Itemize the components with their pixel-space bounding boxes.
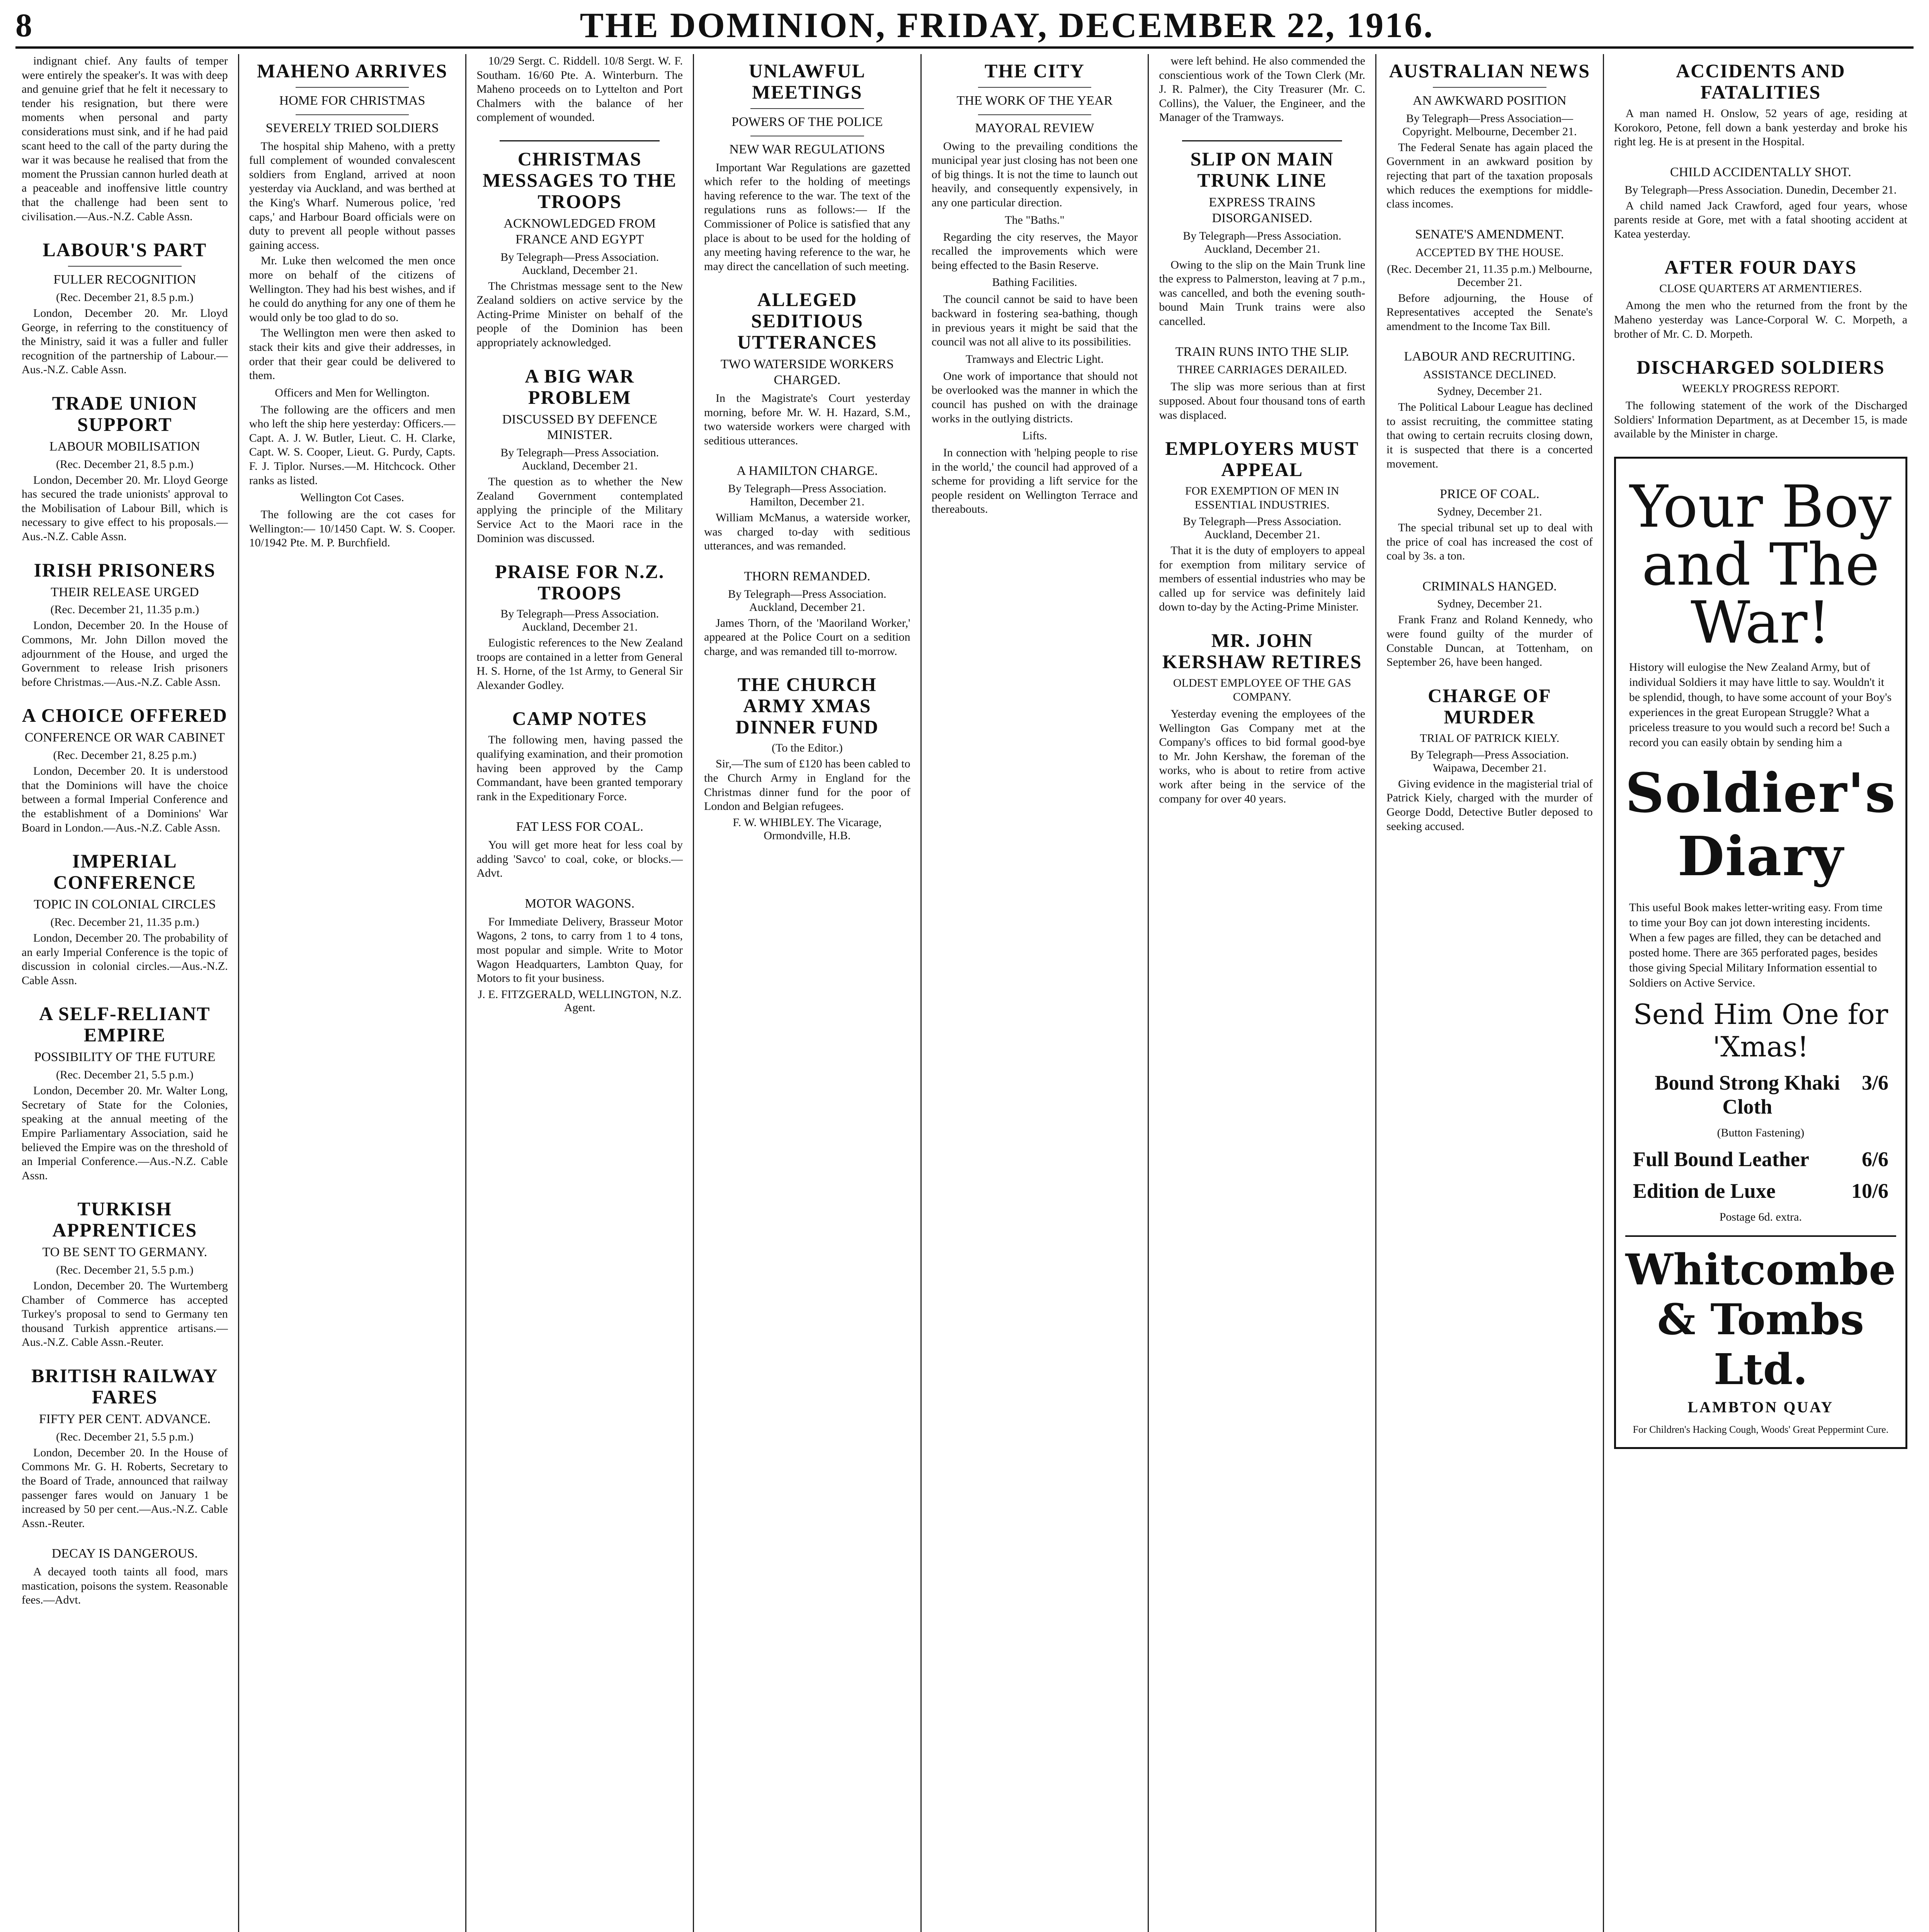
article-body: The slip was more serious than at first supposed. About four thousand tons of earth was displaced. — [1159, 380, 1366, 422]
subheadline: OLDEST EMPLOYEE OF THE GAS COMPANY. — [1173, 677, 1351, 704]
headline: LABOUR AND RECRUITING. — [1404, 349, 1575, 364]
headline: THORN REMANDED. — [744, 569, 871, 583]
section-heading: Officers and Men for Wellington. — [275, 386, 430, 399]
article-body: Regarding the city reserves, the Mayor recalled the improvements which were being effected to the Basin Reserve. — [931, 230, 1138, 272]
subheadline: ASSISTANCE DECLINED. — [1423, 368, 1556, 381]
divider — [296, 114, 409, 115]
divider — [978, 87, 1092, 88]
article-body: The following men, having passed the qualifying examination, and their promotion having been approved by the Camp Commandant, have been granted temporary rank in the Expeditionary Force. — [476, 733, 683, 803]
divider — [1182, 140, 1342, 141]
subheadline: POWERS OF THE POLICE — [731, 115, 883, 129]
article-body: Important War Regulations are gazetted which refer to the holding of meetings having reference to the war. The text of the regulations runs as follows:— If the Commissioner of Police is satisfied that any place is about to be used for the holding of any meeting having reference to the war, he may direct the cancellation of such meeting. — [704, 161, 910, 273]
article-slip-main-trunk — [1159, 148, 1365, 329]
article-christmas-messages — [476, 148, 683, 350]
article-body: A child named Jack Crawford, aged four years, whose parents reside at Gore, met with a fatal shooting accident at Katea yesterday. — [1614, 199, 1907, 240]
article-body: The following statement of the work of the Discharged Soldiers' Information Department, as at December 15, is made available by the Minister in charge. — [1614, 399, 1907, 440]
dateline: By Telegraph—Press Association. Dunedin, December 21. — [1625, 183, 1897, 196]
headline: MOTOR WAGONS. — [525, 896, 635, 911]
section-heading: Tramways and Electric Light. — [965, 352, 1104, 366]
signature: J. E. FITZGERALD, WELLINGTON, N.Z. Agent. — [478, 988, 682, 1014]
subheadline: FOR EXEMPTION OF MEN IN ESSENTIAL INDUSTRIES. — [1185, 485, 1339, 512]
headline: UNLAWFUL MEETINGS — [748, 60, 866, 103]
article-city-continued — [1159, 54, 1365, 125]
price-row — [1633, 1071, 1888, 1119]
dateline: Sydney, December 21. — [1437, 505, 1542, 518]
article-body: Eulogistic references to the New Zealand troops are contained in a letter from General H. S. Horne, of the 1st Army, to General Sir Alexander Godley. — [476, 636, 683, 692]
section-heading: Wellington Cot Cases. — [300, 491, 404, 504]
article-body: indignant chief. Any faults of temper were entirely the speaker's. It was with deep and genuine grief that he felt it necessary to tender his resignation, but there were moments when personal and party considerations must sink, and if he had paid scant heed to the call of the party during the war it was because he realised that from the moment the Prussian cannon hurled death at a peaceable and inoffensive little country that the challenge had been sent to civilisation.—Aus.-N.Z. Cable Assn. — [22, 54, 228, 223]
price-value: 3/6 — [1861, 1071, 1888, 1094]
dateline: By Telegraph—Press Association. Waipawa, December 21. — [1410, 748, 1569, 774]
dateline: Sydney, December 21. — [1437, 597, 1542, 611]
dateline: Sydney, December 21. — [1437, 385, 1542, 398]
dateline: By Telegraph—Press Association—Copyright. Melbourne, December 21. — [1402, 112, 1577, 138]
article-body: The hospital ship Maheno, with a pretty full complement of wounded convalescent soldiers from England, arrived at noon yesterday via Auckland, and was berthed at the King's Wharf. Numerous police, 'red caps,' and Harbour Board officials were on duty to prevent all people without passes gaining access. — [249, 139, 456, 252]
section-heading: Lifts. — [1022, 429, 1047, 442]
subheadline: WEEKLY PROGRESS REPORT. — [1682, 382, 1840, 395]
article-body: The special tribunal set up to deal with the price of coal has increased the cost of coal by 3s. a ton. — [1386, 521, 1593, 563]
article-imperial-conference — [22, 850, 228, 988]
article-labour-recruiting — [1386, 349, 1593, 471]
article-body: Owing to the prevailing conditions the municipal year just closing has not been one of big things. It is not the time to launch out heavily, and consequently expensively, in any one particular direction. — [931, 139, 1138, 209]
article-body: London, December 20. Mr. Walter Long, Secretary of State for the Colonies, speaking at the annual meeting of the Empire Parliamentary Association, said he believed the Empire was on the threshold of an Imperial Conference.—Aus.-N.Z. Cable Assn. — [22, 1084, 228, 1182]
subheadline: EXPRESS TRAINS DISORGANISED. — [1209, 195, 1316, 225]
article-body: The Federal Senate has again placed the Government in an awkward position by rejecting that part of the taxation proposals which reduces the exemptions for middle-class incomes. — [1386, 141, 1593, 211]
headline: AFTER FOUR DAYS — [1664, 256, 1857, 278]
article-after-four-days — [1614, 257, 1907, 341]
ad-product-text: This useful Book makes letter-writing easy. From time to time your Boy can jot down interesting incidents. When a few pages are filled, they can be detached and posted home. There are 365 perforated pages, besides those giving Special Military Information essential to Soldiers on Active Service. — [1629, 901, 1883, 989]
dateline: By Telegraph—Press Association. Hamilton, December 21. — [728, 482, 886, 509]
article-body: London, December 20. The probability of an early Imperial Conference is the topic of discussion in colonial circles.—Aus.-N.Z. Cable Assn. — [22, 931, 228, 987]
article-child-shot — [1614, 165, 1907, 242]
dateline: (Rec. December 21, 11.35 p.m.) Melbourne, December 21. — [1387, 262, 1592, 289]
subheadline: HOME FOR CHRISTMAS — [279, 94, 425, 108]
headline: A SELF-RELIANT EMPIRE — [39, 1003, 211, 1046]
headline: EMPLOYERS MUST APPEAL — [1165, 437, 1359, 481]
column-5 — [922, 54, 1149, 1932]
subheadline: MAYORAL REVIEW — [975, 121, 1094, 135]
headline: PRAISE FOR N.Z. TROOPS — [495, 561, 665, 604]
article-body: In connection with 'helping people to rise in the world,' the council had approved of a scheme for providing a lift service for the people resident on Wellington Terrace and thereabouts. — [931, 446, 1138, 516]
headline: ACCIDENTS AND FATALITIES — [1676, 60, 1846, 103]
article-discharged-soldiers — [1614, 357, 1907, 441]
subheadline: ACCEPTED BY THE HOUSE. — [1415, 246, 1564, 259]
article-body: Owing to the slip on the Main Trunk line the express to Palmerston, leaving at 7 p.m., was cancelled, and both the evening south-bound Main Trunk trains were also cancelled. — [1159, 258, 1366, 328]
subheadline: NEW WAR REGULATIONS — [729, 142, 885, 156]
columns — [12, 54, 1917, 1932]
article-body: Giving evidence in the magisterial trial of Patrick Kiely, charged with the murder of George Dodd, Detective Butler deposed to seeking accused. — [1386, 777, 1593, 833]
subheadline: TWO WATERSIDE WORKERS CHARGED. — [720, 357, 894, 388]
column-4 — [694, 54, 922, 1932]
dateline: (Rec. December 21, 5.5 p.m.) — [56, 1430, 194, 1443]
article-body: London, December 20. Mr. Lloyd George, in referring to the constituency of the Ministry, said it was a fuller and fuller recognition of the partnership of Labour.—Aus.-N.Z. Cable Assn. — [22, 306, 228, 376]
headline: SLIP ON MAIN TRUNK LINE — [1190, 148, 1334, 191]
dateline: (Rec. December 21, 8.5 p.m.) — [56, 291, 194, 304]
article-irish-prisoners — [22, 560, 228, 690]
advert-soldiers-diary — [1614, 457, 1907, 1449]
article-criminals-hanged — [1386, 579, 1593, 670]
article-body: The following are the officers and men who left the ship here yesterday: Officers.—Capt. A. J. W. Butler, Lieut. C. H. Clarke, Capt. W. S. Cooper, Lieut. G. Purdy, Capts. F. J. Tiplor. Nurses.—M. Hitchcock. Other ranks as listed. — [249, 403, 456, 487]
article-maheno-arrives — [249, 60, 456, 550]
headline: CHILD ACCIDENTALLY SHOT. — [1670, 165, 1851, 179]
article-labours-part — [22, 239, 228, 377]
article-accidents — [1614, 60, 1907, 149]
article-body: London, December 20. It is understood that the Dominions will have the choice between a formal Imperial Conference and the establishment of a Dominions' War Board in London.—Aus.-N.Z. Cable Assn. — [22, 765, 228, 834]
ad-street: LAMBTON QUAY — [1687, 1398, 1834, 1416]
headline: LABOUR'S PART — [43, 239, 207, 261]
subheadline: THEIR RELEASE URGED — [51, 585, 199, 599]
subheadline: ACKNOWLEDGED FROM FRANCE AND EGYPT — [504, 216, 656, 247]
article-trade-union — [22, 393, 228, 544]
article-kershaw-retires — [1159, 630, 1365, 806]
price-value: 6/6 — [1861, 1147, 1888, 1171]
subheadline: THREE CARRIAGES DERAILED. — [1177, 363, 1347, 376]
article-body: A man named H. Onslow, 52 years of age, residing at Korokoro, Petone, fell down a bank yesterday and broke his right leg. He is at present in the Hospital. — [1614, 107, 1907, 148]
article-turkish-apprentices — [22, 1198, 228, 1350]
article-body: William McManus, a waterside worker, was charged to-day with seditious utterances, and was remanded. — [704, 511, 910, 553]
article-self-reliant-empire — [22, 1003, 228, 1183]
dateline: (Rec. December 21, 11.35 p.m.) — [50, 915, 199, 929]
article-body: The Wellington men were then asked to stack their kits and give their addresses, in order that their gear could be delivered to them. — [249, 327, 456, 382]
article-employers-appeal — [1159, 438, 1365, 614]
subheadline: FIFTY PER CENT. ADVANCE. — [39, 1412, 211, 1427]
divider — [296, 87, 409, 88]
article-body: London, December 20. In the House of Commons Mr. G. H. Roberts, Secretary to the Board of Trade, announced that railway passenger fares would on January 1 be increased by 50 per cent.—Aus.-N.Z. Cable Assn.-Reuter. — [22, 1446, 228, 1530]
article-train-runs-into-slip — [1159, 344, 1365, 423]
headline: TRAIN RUNS INTO THE SLIP. — [1175, 344, 1349, 359]
article-body: London, December 20. Mr. Lloyd George has secured the trade unionists' approval to the Mobilisation of Labour Bill, which is necessary to give effect to his proposals.—Aus.-N.Z. Cable Assn. — [22, 473, 228, 543]
article-body: London, December 20. The Wurtemberg Chamber of Commerce has accepted Turkey's proposal to send to Germany ten thousand Turkish apprentice artisans.—Aus.-N.Z. Cable Assn.-Reuter. — [22, 1279, 228, 1349]
article-body: You will get more heat for less coal by adding 'Savco' to coal, coke, or blocks.—Advt. — [476, 838, 683, 880]
article-body: Mr. Luke then welcomed the men once more on behalf of the citizens of Wellington. They had his best wishes, and if he could do anything for any one of them he would only be too glad to do so. — [249, 254, 456, 324]
article-senates-amendment — [1386, 227, 1593, 334]
subheadline: CLOSE QUARTERS AT ARMENTIERES. — [1659, 282, 1862, 295]
dateline: By Telegraph—Press Association. Auckland, December 21. — [1183, 229, 1342, 255]
article-the-city — [932, 60, 1138, 517]
ad-firm-name: Whitcombe & Tombs Ltd. — [1625, 1235, 1896, 1394]
column-3 — [466, 54, 694, 1932]
headline: SENATE'S AMENDMENT. — [1415, 227, 1564, 242]
ad-headline: Your Boy and The War! — [1630, 473, 1892, 656]
headline: THE CITY — [984, 60, 1085, 82]
article-body: The council cannot be said to have been backward in fostering sea-bathing, though in previous years it might be said that the council was not all alive to its possibilities. — [931, 293, 1138, 349]
article-body: Sir,—The sum of £120 has been cabled to the Church Army in England for the Christmas dinner fund for the poor of London and Belgian refugees. — [704, 757, 910, 813]
advert-fat-less — [476, 819, 683, 881]
dateline: (Rec. December 21, 5.5 p.m.) — [56, 1264, 194, 1277]
article-thorn-remanded — [704, 569, 910, 659]
article-seditious-utterances — [704, 289, 910, 448]
column-7 — [1376, 54, 1604, 1932]
article-body: Yesterday evening the employees of the Wellington Gas Company met at the Company's offices to bid formal good-bye to Mr. John Kershaw, the foreman of the works, who is about to retire from active work after being in the service of the company for over 40 years. — [1159, 707, 1366, 805]
article-body: A decayed tooth taints all food, mars mastication, poisons the system. Reasonable fees.—Advt. — [22, 1565, 228, 1607]
divider — [68, 266, 182, 267]
headline: ALLEGED SEDITIOUS UTTERANCES — [737, 289, 877, 353]
column-6 — [1149, 54, 1376, 1932]
article-charge-of-murder — [1386, 685, 1593, 833]
price-label: Edition de Luxe — [1633, 1179, 1776, 1202]
article-australian-news — [1386, 60, 1593, 211]
price-note: Postage 6d. extra. — [1719, 1210, 1802, 1223]
dateline: By Telegraph—Press Association. Auckland, December 21. — [728, 587, 886, 614]
dateline: By Telegraph—Press Association. Auckland, December 21. — [500, 250, 659, 277]
headline: A BIG WAR PROBLEM — [525, 365, 635, 408]
section-heading: Bathing Facilities. — [992, 276, 1077, 289]
article-body: The Christmas message sent to the New Zealand soldiers on active service by the Acting-Prime Minister on behalf of the people of the Dominion has been appropriately acknowledged. — [476, 279, 683, 349]
headline: MR. JOHN KERSHAW RETIRES — [1162, 629, 1362, 673]
headline: MAHENO ARRIVES — [257, 60, 448, 82]
article-body: For Immediate Delivery, Brasseur Motor Wagons, 2 tons, to carry from 1 to 4 tons, most popular and simple. Write to Motor Wagon Headquarters, Lambton Quay, for Motors to fit your business. — [476, 915, 683, 985]
article-body: One work of importance that should not be overlooked was the manner in which the council has pushed on with the drainage works in the outlying districts. — [931, 369, 1138, 425]
ad-text: History will eulogise the New Zealand Army, but of individual Soldiers it may have little to say. Wouldn't it be splendid, though, to have some account of your Boy's experiences in the great European Struggle? What a priceless treasure to you would such a record be! Such a record you can easily obtain by sending him a — [1629, 660, 1892, 749]
price-note: (Button Fastening) — [1717, 1126, 1805, 1139]
dateline: By Telegraph—Press Association. Auckland, December 21. — [1183, 515, 1342, 541]
article-praise-for-troops — [476, 561, 683, 692]
dateline: (Rec. December 21, 11.35 p.m.) — [50, 603, 199, 616]
article-body: Before adjourning, the House of Representatives accepted the Senate's amendment to the Income Tax Bill. — [1386, 291, 1593, 333]
subheadline: TRIAL OF PATRICK KIELY. — [1420, 731, 1560, 745]
headline: A HAMILTON CHARGE. — [737, 464, 878, 478]
headline: IMPERIAL CONFERENCE — [53, 850, 196, 893]
headline: PRICE OF COAL. — [1439, 487, 1539, 502]
page-number: 8 — [15, 7, 32, 44]
subheadline: TOPIC IN COLONIAL CIRCLES — [34, 897, 216, 912]
article-body: The Political Labour League has declined to assist recruiting, the committee stating that owing to certain recruits closing down, it is suspected that there is a concerted movement. — [1386, 401, 1593, 470]
article-body: That it is the duty of employers to appeal for exemption from military service of members of essential industries who may be called up for service was definitely laid down to-day by the Acting-Prime Minister. — [1159, 544, 1366, 614]
subheadline: LABOUR MOBILISATION — [49, 439, 200, 454]
article-body: The question as to whether the New Zealand Government contemplated applying the principle of the Military Service Act to the Maori race in the Dominion was discussed. — [476, 475, 683, 545]
advert-motor-wagons — [476, 896, 683, 1014]
article-choice-offered — [22, 705, 228, 835]
headline: FAT LESS FOR COAL. — [516, 820, 643, 834]
subheadline: SEVERELY TRIED SOLDIERS — [265, 121, 439, 135]
headline: AUSTRALIAN NEWS — [1389, 60, 1590, 82]
dateline: By Telegraph—Press Association. Auckland, December 21. — [500, 607, 659, 634]
subheadline: DISCUSSED BY DEFENCE MINISTER. — [502, 412, 657, 442]
article-camp-notes — [476, 708, 683, 804]
article-hamilton-charge — [704, 463, 910, 553]
masthead — [15, 4, 1914, 49]
headline: CAMP NOTES — [512, 707, 647, 730]
headline: DECAY IS DANGEROUS. — [51, 1546, 198, 1561]
subheadline: AN AWKWARD POSITION — [1413, 94, 1567, 108]
column-1 — [12, 54, 239, 1932]
article-body: James Thorn, of the 'Maoriland Worker,' appeared at the Police Court on a sedition charge, and was remanded till to-morrow. — [704, 616, 910, 658]
headline: DISCHARGED SOLDIERS — [1636, 356, 1885, 378]
subheadline: CONFERENCE OR WAR CABINET — [24, 730, 225, 745]
article-body: In the Magistrate's Court yesterday morning, before Mr. W. H. Hazard, S.M., two waterside workers were charged with seditious utterances. — [704, 391, 910, 447]
column-2 — [239, 54, 467, 1932]
advert-decay — [22, 1546, 228, 1607]
price-row — [1633, 1147, 1888, 1171]
masthead-title: THE DOMINION, FRIDAY, DECEMBER 22, 1916. — [580, 5, 1434, 45]
article-body: London, December 20. In the House of Commons, Mr. John Dillon moved the adjournment of the House, and urged the Government to release Irish prisoners before Christmas.—Aus.-N.Z. Cable Assn. — [22, 619, 228, 689]
subheadline: THE WORK OF THE YEAR — [956, 94, 1113, 108]
article-price-of-coal — [1386, 486, 1593, 563]
headline: CHARGE OF MURDER — [1428, 684, 1551, 728]
ad-footer: For Children's Hacking Cough, Woods' Great Peppermint Cure. — [1633, 1423, 1889, 1435]
price-label: Full Bound Leather — [1633, 1147, 1809, 1171]
divider — [500, 140, 660, 141]
article-body: Among the men who the returned from the front by the Maheno yesterday was Lance-Corporal W. C. Morpeth, a brother of Mr. C. D. Morpeth. — [1614, 299, 1907, 340]
divider — [1433, 87, 1546, 88]
price-row — [1633, 1179, 1888, 1203]
article-body: The following are the cot cases for Wellington:— 10/1450 Capt. W. S. Cooper. 10/1942 Pte. M. P. Burchfield. — [249, 508, 456, 549]
headline: BRITISH RAILWAY FARES — [31, 1365, 218, 1408]
article-church-army — [704, 674, 910, 842]
dateline: By Telegraph—Press Association. Auckland, December 21. — [500, 446, 659, 473]
headline: CRIMINALS HANGED. — [1422, 579, 1557, 594]
headline: A CHOICE OFFERED — [22, 704, 228, 726]
headline: CHRISTMAS MESSAGES TO THE TROOPS — [482, 148, 677, 212]
price-label: Bound Strong Khaki Cloth — [1655, 1071, 1840, 1118]
headline: TRADE UNION SUPPORT — [52, 392, 197, 435]
article-railway-fares — [22, 1365, 228, 1531]
article-body: Frank Franz and Roland Kennedy, who were found guilty of the murder of Constable Duncan, at Tottenham, on September 26, have been hanged. — [1386, 613, 1593, 669]
dateline: (Rec. December 21, 8.25 p.m.) — [53, 749, 197, 762]
article-body: 10/29 Sergt. C. Riddell. 10/8 Sergt. W. F. Southam. 16/60 Pte. A. Winterburn. The Maheno proceeds on to Lyttelton and Port Chalmers with the balance of her complement of wounded. — [476, 54, 683, 124]
ad-product-title: Soldier's Diary — [1625, 761, 1896, 888]
price-value: 10/6 — [1851, 1179, 1888, 1202]
subheadline: POSSIBILITY OF THE FUTURE — [34, 1050, 216, 1065]
signature: F. W. WHIBLEY. The Vicarage, Ormondville, H.B. — [733, 816, 882, 842]
article-continued — [22, 54, 228, 224]
subheadline: TO BE SENT TO GERMANY. — [42, 1245, 208, 1260]
dateline: (Rec. December 21, 8.5 p.m.) — [56, 457, 194, 471]
article-body: were left behind. He also commended the conscientious work of the Town Clerk (Mr. J. R. Palmer), the City Treasurer (Mr. C. Collins), the Valuer, the Engineer, and the Manager of the Tramways. — [1159, 54, 1366, 124]
divider — [750, 108, 864, 109]
subheadline: FULLER RECOGNITION — [53, 272, 196, 287]
headline: THE CHURCH ARMY XMAS DINNER FUND — [735, 673, 879, 738]
ad-cta: Send Him One for 'Xmas! — [1633, 998, 1888, 1063]
headline: TURKISH APPRENTICES — [52, 1198, 197, 1241]
dateline: (Rec. December 21, 5.5 p.m.) — [56, 1068, 194, 1082]
dateline: (To the Editor.) — [772, 742, 843, 755]
divider — [978, 114, 1092, 115]
column-8 — [1604, 54, 1917, 1932]
headline: IRISH PRISONERS — [34, 559, 216, 581]
section-heading: The "Baths." — [1005, 213, 1065, 226]
article-maheno-continued — [476, 54, 683, 125]
article-big-war-problem — [476, 366, 683, 546]
article-unlawful-meetings — [704, 60, 910, 274]
